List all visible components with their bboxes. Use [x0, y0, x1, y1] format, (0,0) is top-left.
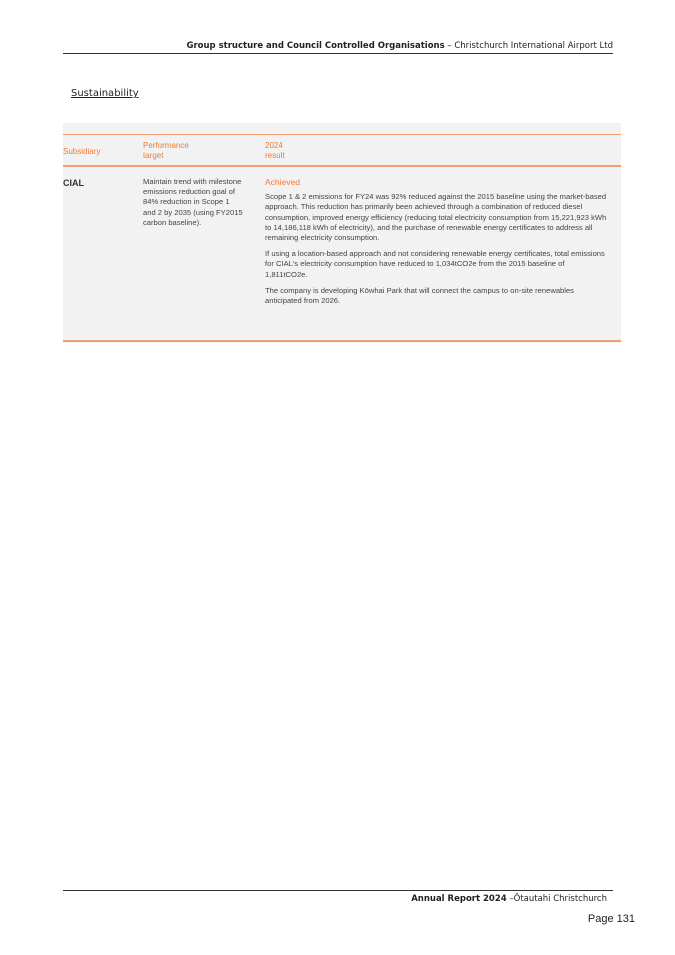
col-header-result [265, 141, 285, 161]
result-paragraph: If using a location-based approach and not considering renewable energy certificates, total emissions for CIAL's electricity consumption have reduced to 1,034tCO2e from the 2015 baseline of 1,811tCO2e. [265, 249, 605, 279]
cell-subsidiary: CIAL [63, 178, 84, 188]
footer-subtitle: –Ōtautahi Christchurch [506, 894, 607, 904]
result-paragraph: The company is developing Kōwhai Park that will connect the campus to on-site renewables anticipated from 2026. [265, 285, 574, 306]
col-header-result-line2: result [265, 151, 285, 160]
performance-table [63, 123, 621, 343]
footer-title: Annual Report 2024 [411, 894, 507, 904]
status-badge: Achieved [265, 177, 300, 187]
header-title: Group structure and Council Controlled Organisations [186, 41, 445, 51]
col-header-result-line1: 2024 [265, 141, 283, 150]
table-bottom-rule [63, 340, 621, 342]
section-title: Sustainability [71, 88, 139, 99]
col-header-target [143, 141, 189, 161]
page-header [63, 41, 613, 51]
page-footer [63, 894, 607, 904]
table-top-rule [63, 134, 621, 135]
footer-divider [63, 890, 613, 891]
cell-result [265, 177, 607, 312]
result-paragraph: Scope 1 & 2 emissions for FY24 was 92% reduced against the 2015 baseline using the market-based approach. This reduction has primarily been achieved through a combination of reduced diesel consumption, improved energy efficiency (reducing total electricity consumption from 15,221,923 kWh to 14,186,118 kWh of electricity), and the purchase of renewable energy certificates to address all remaining electricity consumption. [265, 192, 607, 243]
header-subtitle: Christchurch International Airport Ltd [454, 41, 613, 51]
col-header-target-line2: target [143, 151, 164, 160]
page-number: Page 131 [587, 913, 635, 925]
header-separator: – [444, 41, 455, 51]
table-header-rule [63, 165, 621, 167]
col-header-subsidiary: Subsidiary [63, 147, 101, 156]
col-header-target-line1: Performance [143, 141, 189, 150]
header-divider [63, 53, 613, 54]
cell-target: Maintain trend with milestone emissions reduction goal of 84% reduction in Scope 1 and 2 by 2035 (using FY2015 carbon baseline). [143, 177, 243, 227]
